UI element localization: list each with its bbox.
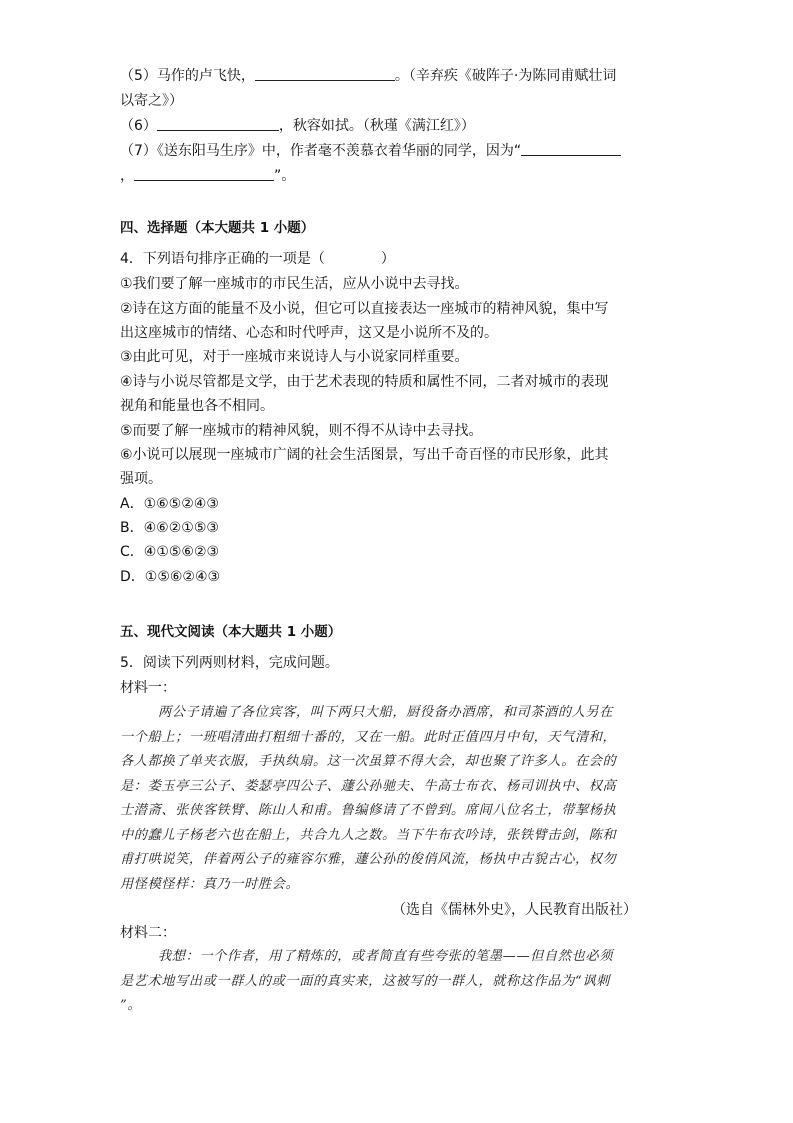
- q7-comma: ，: [120, 168, 134, 184]
- q5-prefix: （5）马作的卢飞快，: [120, 68, 255, 84]
- material1-source: （选自《儒林外史》，人民教育出版社）: [392, 902, 637, 918]
- material1-line: 是：娄玉亭三公子、娄瑟亭四公子、蘧公孙驰夫、牛高士布衣、杨司训执中、权高: [120, 779, 617, 794]
- option-letter: D．: [120, 569, 145, 585]
- poem-q6-line: [120, 116, 475, 136]
- material1-line: 两公子请遍了各位宾客，叫下两只大船，厨役备办酒席，和司茶酒的人另在: [158, 705, 613, 720]
- poem-q5-line: [120, 66, 616, 86]
- option-text: ④①⑤⑥②③: [143, 544, 220, 560]
- material1-label: 材料一：: [120, 680, 176, 696]
- q6-answer-blank[interactable]: [157, 116, 279, 131]
- poem-q7-cont: [120, 166, 295, 186]
- poem-q7-line: [120, 141, 621, 161]
- q4-sentence-4a: ④诗与小说尽管都是文学，由于艺术表现的特质和属性不同，二者对城市的表现: [120, 374, 609, 390]
- material2-label: 材料二：: [120, 925, 176, 941]
- q4-sentence-5: ⑤而要了解一座城市的精神风貌，则不得不从诗中去寻找。: [120, 423, 483, 439]
- option-letter: B．: [120, 520, 144, 536]
- q5-stem: 5．阅读下列两则材料，完成问题。: [120, 655, 339, 671]
- material1-line: 用怪模怪样：真乃一时胜会。: [120, 877, 300, 892]
- material2-line: 我想：一个作者，用了精炼的，或者简直有些夸张的笔墨——但自然也必须: [158, 949, 613, 964]
- option-text: ④⑥②①⑤③: [143, 520, 219, 536]
- q4-sentence-1: ①我们要了解一座城市的市民生活，应从小说中去寻找。: [120, 276, 469, 292]
- q4-option-a[interactable]: [120, 494, 219, 514]
- option-letter: A．: [120, 496, 144, 512]
- q4-stem: 4．下列语句排序正确的一项是（ ）: [120, 251, 395, 267]
- q5-answer-blank[interactable]: [255, 66, 395, 81]
- q4-sentence-6a: ⑥小说可以展现一座城市广阔的社会生活图景，写出千奇百怪的市民形象，此其: [120, 447, 609, 463]
- section4-heading: 四、选择题（本大题共 1 小题）: [120, 220, 315, 236]
- material1-line: 各人都换了单夹衣服，手执纨扇。这一次虽算不得大会，却也聚了许多人。在会的: [120, 754, 617, 769]
- q7-prefix: （7）《送东阳马生序》中，作者毫不羡慕衣着华丽的同学，因为“: [120, 143, 522, 159]
- q4-option-d[interactable]: [120, 567, 220, 587]
- material1-line: 士潜斋、张侠客铁臂、陈山人和甫。鲁编修请了不曾到。席间八位名士，带挈杨执: [120, 803, 617, 818]
- option-letter: C．: [120, 544, 144, 560]
- poem-q5-cont: 以寄之》）: [120, 93, 183, 109]
- q4-sentence-3: ③由此可见，对于一座城市来说诗人与小说家同样重要。: [120, 349, 469, 365]
- q4-option-c[interactable]: [120, 542, 219, 562]
- q4-option-b[interactable]: [120, 518, 219, 538]
- q4-sentence-2a: ②诗在这方面的能量不及小说，但它可以直接表达一座城市的精神风貌，集中写: [120, 301, 609, 317]
- q5-suffix: 。（辛弃疾《破阵子·为陈同甫赋壮词: [394, 68, 617, 84]
- material1-line: 中的蠢儿子杨老六也在船上，共合九人之数。当下牛布衣吟诗，张铁臂击剑，陈和: [120, 828, 617, 843]
- section5-heading: 五、现代文阅读（本大题共 1 小题）: [120, 624, 342, 640]
- material1-line: 甫打哄说笑，伴着两公子的雍容尔雅，蘧公孙的俊俏风流，杨执中古貌古心，权勿: [120, 852, 617, 867]
- q4-sentence-4b: 视角和能量也各不相同。: [120, 398, 274, 414]
- material2-line: ”。: [120, 998, 142, 1013]
- q7-end: ”。: [274, 168, 296, 184]
- material1-line: 一个船上；一班唱清曲打粗细十番的，又在一船。此时正值四月中旬，天气清和，: [120, 730, 617, 745]
- q6-suffix: ，秋容如拭。（秋瑾《满江红》）: [278, 118, 475, 134]
- q7-answer-blank-2[interactable]: [134, 166, 274, 181]
- q7-answer-blank-1[interactable]: [521, 141, 621, 156]
- q4-sentence-6b: 强项。: [120, 471, 162, 487]
- material2-line: 是艺术地写出或一群人的或一面的真实来，这被写的一群人，就称这作品为“讽刺: [120, 974, 610, 989]
- option-text: ①⑤⑥②④③: [144, 569, 221, 585]
- q4-sentence-2b: 出这座城市的情绪、心态和时代呼声，这又是小说所不及的。: [120, 325, 498, 341]
- option-text: ①⑥⑤②④③: [143, 496, 219, 512]
- q6-prefix: （6）: [120, 118, 157, 134]
